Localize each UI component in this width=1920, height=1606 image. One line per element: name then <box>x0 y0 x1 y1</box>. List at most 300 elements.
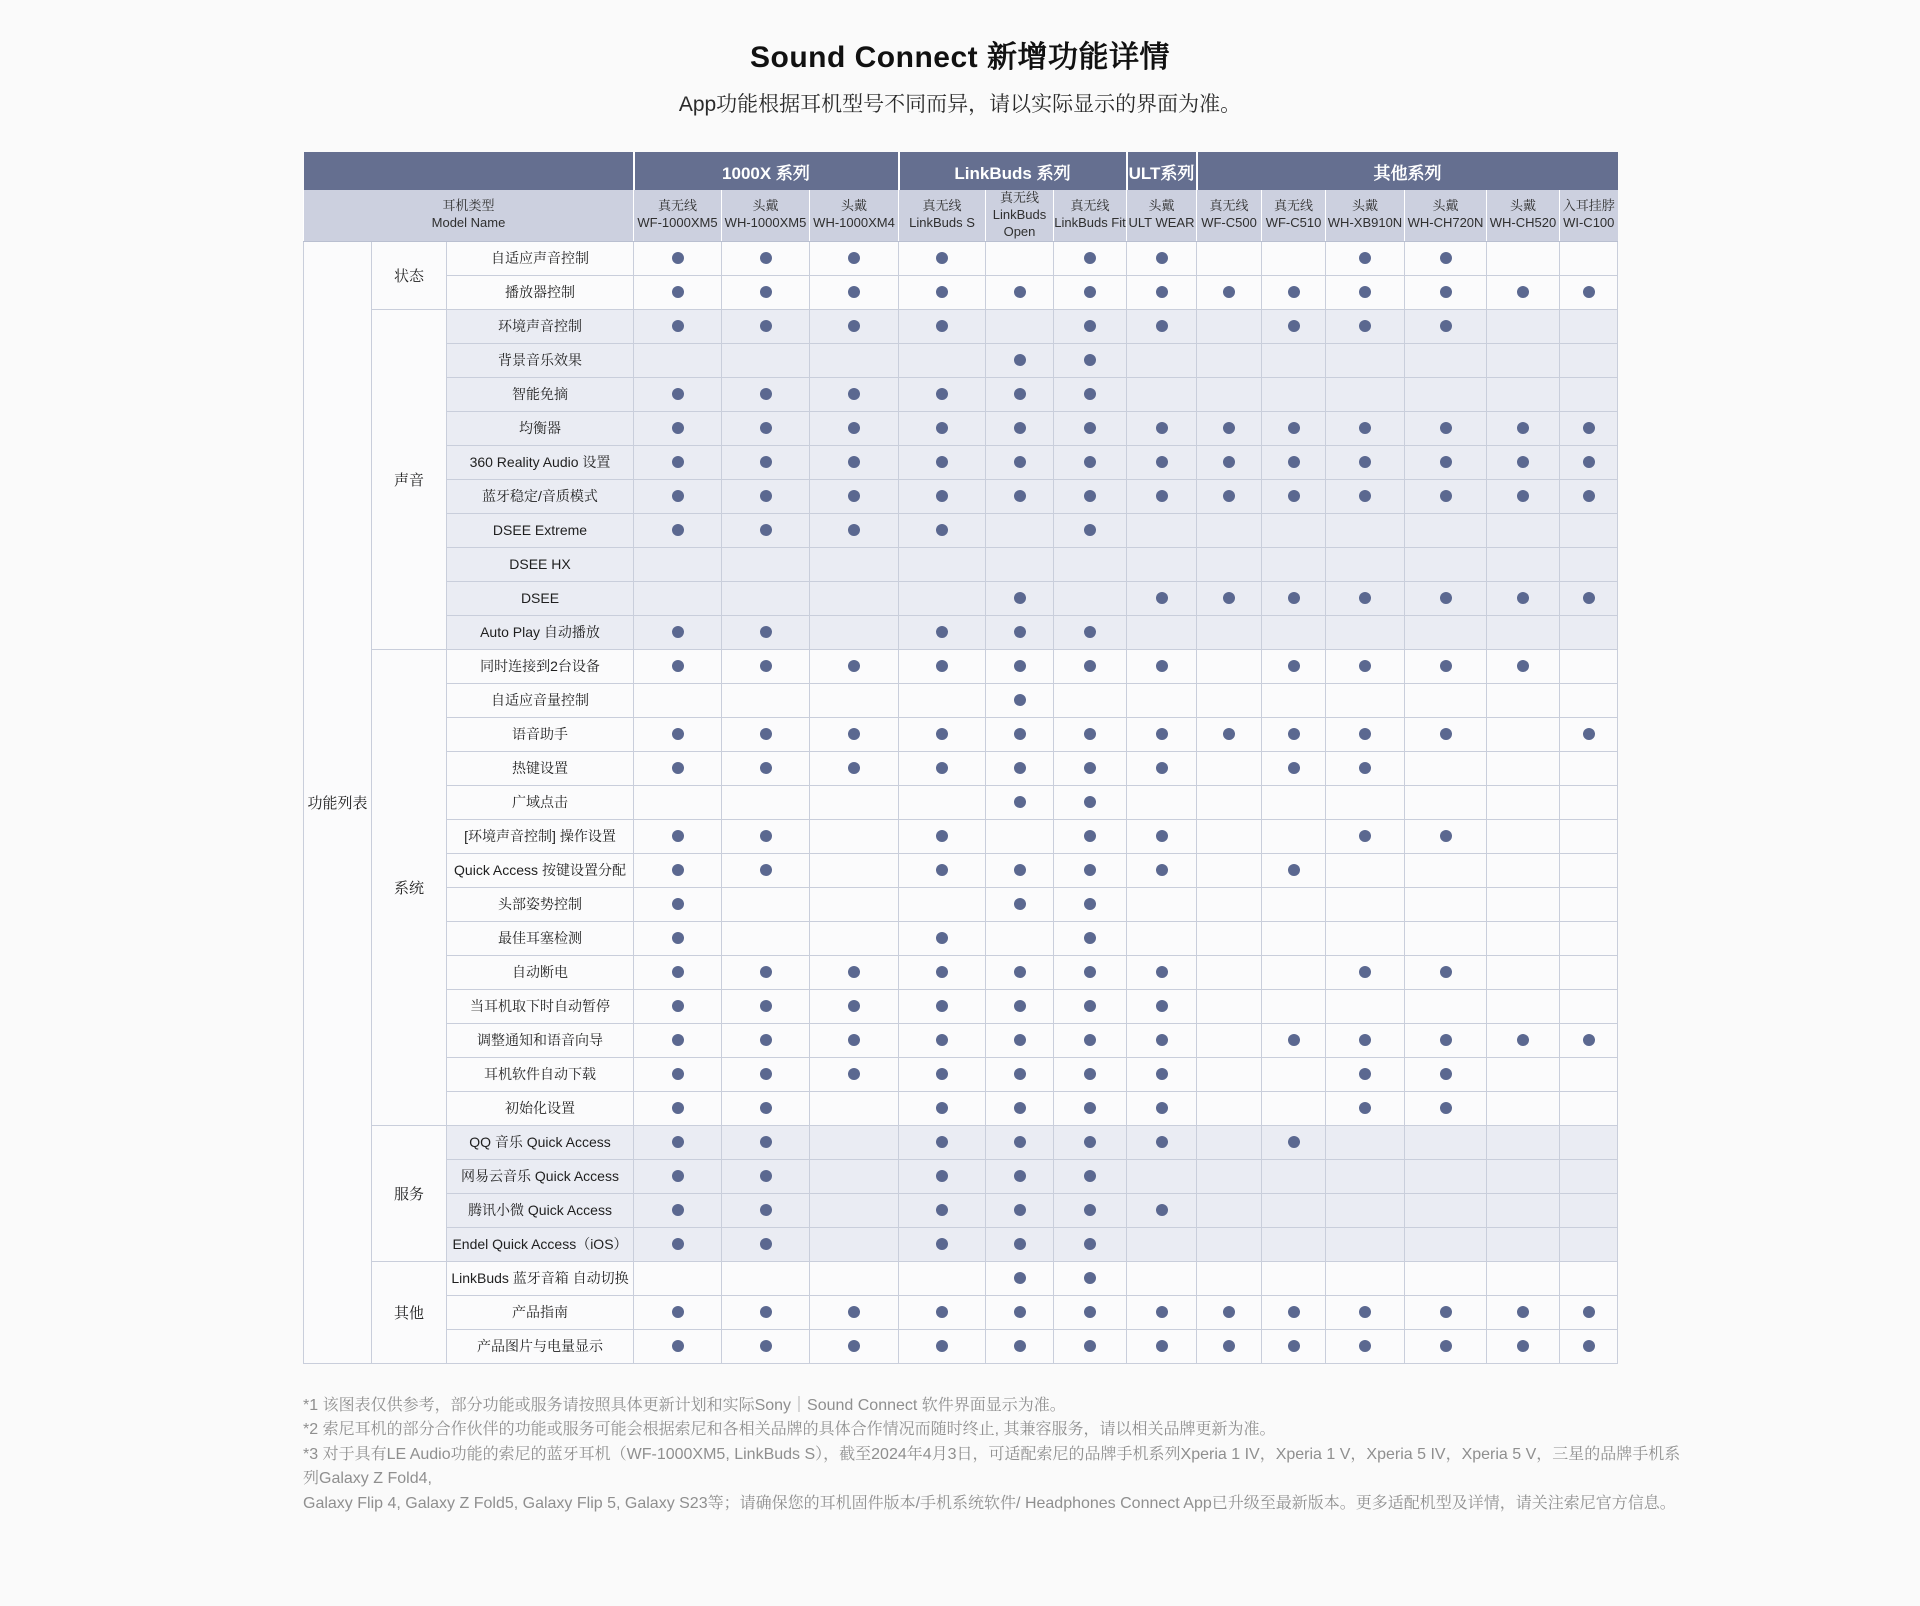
model-type: 真无线 <box>657 198 697 214</box>
supported-dot-icon <box>672 626 684 638</box>
supported-dot-icon <box>1156 728 1168 740</box>
feature-support-cell <box>1197 241 1262 275</box>
feature-support-cell <box>899 547 986 581</box>
supported-dot-icon <box>1440 1034 1452 1046</box>
supported-dot-icon <box>1014 1238 1026 1250</box>
feature-support-cell <box>810 309 899 343</box>
supported-dot-icon <box>1156 830 1168 842</box>
feature-support-cell <box>1487 1125 1560 1159</box>
supported-dot-icon <box>936 1170 948 1182</box>
feature-label: 自适应声音控制 <box>447 241 634 275</box>
feature-support-cell <box>634 819 722 853</box>
supported-dot-icon <box>936 1238 948 1250</box>
feature-support-cell <box>634 887 722 921</box>
feature-support-cell <box>1405 785 1487 819</box>
supported-dot-icon <box>1440 660 1452 672</box>
feature-support-cell <box>986 853 1054 887</box>
supported-dot-icon <box>936 1136 948 1148</box>
feature-support-cell <box>1487 343 1560 377</box>
feature-support-cell <box>1487 853 1560 887</box>
supported-dot-icon <box>1440 830 1452 842</box>
supported-dot-icon <box>936 1204 948 1216</box>
feature-support-cell <box>722 683 810 717</box>
feature-support-cell <box>1197 513 1262 547</box>
feature-support-cell <box>986 955 1054 989</box>
supported-dot-icon <box>1223 456 1235 468</box>
feature-support-cell <box>1405 513 1487 547</box>
feature-support-cell <box>1262 581 1326 615</box>
supported-dot-icon <box>1014 286 1026 298</box>
feature-support-cell <box>1262 1023 1326 1057</box>
feature-support-cell <box>722 887 810 921</box>
feature-support-cell <box>722 615 810 649</box>
page-title: Sound Connect 新增功能详情 <box>750 41 1170 74</box>
supported-dot-icon <box>1288 456 1300 468</box>
feature-support-cell <box>1262 1261 1326 1295</box>
supported-dot-icon <box>672 1170 684 1182</box>
supported-dot-icon <box>1156 490 1168 502</box>
feature-support-cell <box>634 853 722 887</box>
series-group-header: ULT系列 <box>1127 152 1197 190</box>
feature-support-cell <box>722 1227 810 1261</box>
feature-label: 同时连接到2台设备 <box>447 649 634 683</box>
feature-support-cell <box>1262 615 1326 649</box>
model-type: 头戴 <box>752 198 779 214</box>
supported-dot-icon <box>1288 286 1300 298</box>
feature-support-cell <box>899 241 986 275</box>
feature-support-cell <box>1054 309 1127 343</box>
supported-dot-icon <box>936 320 948 332</box>
supported-dot-icon <box>936 286 948 298</box>
model-type: 入耳挂脖 <box>1562 198 1615 214</box>
feature-support-cell <box>1487 547 1560 581</box>
feature-support-cell <box>986 1295 1054 1329</box>
feature-label: 蓝牙稳定/音质模式 <box>447 479 634 513</box>
supported-dot-icon <box>1359 252 1371 264</box>
feature-support-cell <box>899 751 986 785</box>
feature-support-cell <box>1405 1023 1487 1057</box>
feature-support-cell <box>986 921 1054 955</box>
supported-dot-icon <box>1156 660 1168 672</box>
feature-support-cell <box>1054 819 1127 853</box>
feature-support-cell <box>1127 717 1197 751</box>
feature-label: DSEE <box>447 581 634 615</box>
feature-support-cell <box>1197 275 1262 309</box>
feature-support-cell <box>810 717 899 751</box>
feature-support-cell <box>634 1329 722 1363</box>
supported-dot-icon <box>936 490 948 502</box>
feature-label: Quick Access 按键设置分配 <box>447 853 634 887</box>
feature-support-cell <box>899 1329 986 1363</box>
feature-support-cell <box>1127 275 1197 309</box>
feature-support-cell <box>1405 887 1487 921</box>
feature-support-cell <box>1054 343 1127 377</box>
feature-label: 语音助手 <box>447 717 634 751</box>
supported-dot-icon <box>936 626 948 638</box>
feature-support-cell <box>1487 377 1560 411</box>
feature-support-cell <box>1127 1125 1197 1159</box>
supported-dot-icon <box>760 252 772 264</box>
supported-dot-icon <box>1014 456 1026 468</box>
supported-dot-icon <box>1223 1306 1235 1318</box>
feature-support-cell <box>1326 785 1405 819</box>
feature-support-cell <box>810 1159 899 1193</box>
feature-support-cell <box>1405 241 1487 275</box>
feature-support-cell <box>810 1091 899 1125</box>
feature-support-cell <box>1326 887 1405 921</box>
supported-dot-icon <box>1014 1068 1026 1080</box>
supported-dot-icon <box>1288 728 1300 740</box>
supported-dot-icon <box>1084 1034 1096 1046</box>
feature-support-cell <box>722 989 810 1023</box>
supported-dot-icon <box>1156 1306 1168 1318</box>
feature-support-cell <box>1197 921 1262 955</box>
model-type: 头戴 <box>840 198 867 214</box>
feature-support-cell <box>1560 989 1618 1023</box>
feature-support-cell <box>1560 275 1618 309</box>
feature-support-cell <box>1405 411 1487 445</box>
feature-support-cell <box>986 479 1054 513</box>
feature-support-cell <box>1054 1295 1127 1329</box>
supported-dot-icon <box>1156 1340 1168 1352</box>
model-name: ULT WEAR <box>1128 215 1195 231</box>
feature-support-cell <box>722 785 810 819</box>
supported-dot-icon <box>1014 1102 1026 1114</box>
feature-support-cell <box>1054 1329 1127 1363</box>
feature-support-cell <box>1487 1193 1560 1227</box>
supported-dot-icon <box>1084 1170 1096 1182</box>
feature-support-cell <box>1560 1091 1618 1125</box>
feature-support-cell <box>634 1227 722 1261</box>
feature-support-cell <box>1405 377 1487 411</box>
feature-support-cell <box>1560 241 1618 275</box>
feature-label: 最佳耳塞检测 <box>447 921 634 955</box>
supported-dot-icon <box>1156 252 1168 264</box>
supported-dot-icon <box>1359 592 1371 604</box>
feature-support-cell <box>1054 479 1127 513</box>
model-column-header <box>634 190 722 241</box>
feature-support-cell <box>810 853 899 887</box>
feature-support-cell <box>1560 309 1618 343</box>
supported-dot-icon <box>1223 1340 1235 1352</box>
feature-label: 环境声音控制 <box>447 309 634 343</box>
model-column-header <box>722 190 810 241</box>
feature-support-cell <box>1197 1261 1262 1295</box>
feature-support-cell <box>810 581 899 615</box>
series-group-header: 1000X 系列 <box>634 152 899 190</box>
feature-support-cell <box>986 581 1054 615</box>
feature-support-cell <box>1262 819 1326 853</box>
supported-dot-icon <box>1156 456 1168 468</box>
supported-dot-icon <box>760 1170 772 1182</box>
feature-support-cell <box>810 479 899 513</box>
feature-support-cell <box>1326 1159 1405 1193</box>
feature-support-cell <box>899 479 986 513</box>
feature-support-cell <box>634 989 722 1023</box>
feature-support-cell <box>1326 1023 1405 1057</box>
supported-dot-icon <box>672 1102 684 1114</box>
feature-label: 智能免摘 <box>447 377 634 411</box>
feature-support-cell <box>810 275 899 309</box>
supported-dot-icon <box>936 1068 948 1080</box>
supported-dot-icon <box>1084 898 1096 910</box>
feature-support-cell <box>722 955 810 989</box>
feature-label: [环境声音控制] 操作设置 <box>447 819 634 853</box>
feature-support-cell <box>1262 1057 1326 1091</box>
supported-dot-icon <box>1288 762 1300 774</box>
supported-dot-icon <box>1583 1034 1595 1046</box>
feature-support-cell <box>1487 683 1560 717</box>
supported-dot-icon <box>760 762 772 774</box>
supported-dot-icon <box>1223 490 1235 502</box>
supported-dot-icon <box>848 286 860 298</box>
supported-dot-icon <box>672 1068 684 1080</box>
supported-dot-icon <box>1359 490 1371 502</box>
supported-dot-icon <box>1359 320 1371 332</box>
series-group-header: 其他系列 <box>1197 152 1618 190</box>
feature-support-cell <box>986 547 1054 581</box>
supported-dot-icon <box>1517 286 1529 298</box>
feature-support-cell <box>1560 921 1618 955</box>
feature-support-cell <box>1262 955 1326 989</box>
feature-support-cell <box>810 547 899 581</box>
feature-support-cell <box>1127 751 1197 785</box>
supported-dot-icon <box>848 728 860 740</box>
feature-label: 自适应音量控制 <box>447 683 634 717</box>
feature-support-cell <box>1054 581 1127 615</box>
feature-support-cell <box>1487 785 1560 819</box>
feature-support-cell <box>899 581 986 615</box>
feature-support-cell <box>1197 581 1262 615</box>
feature-support-cell <box>899 1261 986 1295</box>
feature-support-cell <box>810 1057 899 1091</box>
feature-support-cell <box>1197 309 1262 343</box>
feature-support-cell <box>810 887 899 921</box>
feature-support-cell <box>634 411 722 445</box>
feature-support-cell <box>722 921 810 955</box>
supported-dot-icon <box>1440 728 1452 740</box>
supported-dot-icon <box>672 456 684 468</box>
feature-support-cell <box>986 343 1054 377</box>
supported-dot-icon <box>1583 592 1595 604</box>
feature-support-cell <box>634 275 722 309</box>
feature-support-cell <box>1405 445 1487 479</box>
feature-group-label: 其他 <box>372 1261 447 1363</box>
feature-support-cell <box>1197 1193 1262 1227</box>
supported-dot-icon <box>1156 320 1168 332</box>
feature-support-cell <box>1262 479 1326 513</box>
supported-dot-icon <box>1014 490 1026 502</box>
supported-dot-icon <box>760 1204 772 1216</box>
feature-support-cell <box>634 955 722 989</box>
feature-support-cell <box>634 309 722 343</box>
feature-support-cell <box>1054 1261 1127 1295</box>
feature-support-cell <box>1197 1295 1262 1329</box>
feature-support-cell <box>986 275 1054 309</box>
supported-dot-icon <box>1084 932 1096 944</box>
feature-support-cell <box>1054 853 1127 887</box>
supported-dot-icon <box>760 1306 772 1318</box>
supported-dot-icon <box>848 422 860 434</box>
supported-dot-icon <box>1014 1340 1026 1352</box>
model-column-header <box>1487 190 1560 241</box>
feature-support-cell <box>1560 1057 1618 1091</box>
feature-support-cell <box>1487 1057 1560 1091</box>
feature-support-cell <box>1127 615 1197 649</box>
feature-support-cell <box>986 1193 1054 1227</box>
feature-support-cell <box>722 1295 810 1329</box>
feature-support-cell <box>722 1329 810 1363</box>
feature-support-cell <box>1127 1057 1197 1091</box>
feature-list-header: 功能列表 <box>304 241 372 1363</box>
supported-dot-icon <box>1084 796 1096 808</box>
supported-dot-icon <box>1084 286 1096 298</box>
feature-support-cell <box>986 1023 1054 1057</box>
supported-dot-icon <box>1440 592 1452 604</box>
feature-support-cell <box>1054 445 1127 479</box>
feature-support-cell <box>1197 853 1262 887</box>
feature-support-cell <box>1560 547 1618 581</box>
feature-support-cell <box>1326 1329 1405 1363</box>
feature-support-cell <box>1197 615 1262 649</box>
feature-comparison-table <box>303 152 1618 1364</box>
supported-dot-icon <box>672 1340 684 1352</box>
supported-dot-icon <box>1440 456 1452 468</box>
feature-support-cell <box>1487 581 1560 615</box>
supported-dot-icon <box>672 898 684 910</box>
supported-dot-icon <box>1288 592 1300 604</box>
feature-support-cell <box>986 411 1054 445</box>
feature-support-cell <box>1262 241 1326 275</box>
supported-dot-icon <box>1014 1034 1026 1046</box>
feature-label: 初始化设置 <box>447 1091 634 1125</box>
supported-dot-icon <box>1359 762 1371 774</box>
feature-support-cell <box>634 377 722 411</box>
feature-label: 产品图片与电量显示 <box>447 1329 634 1363</box>
model-type: 头戴 <box>1148 198 1175 214</box>
feature-support-cell <box>1405 275 1487 309</box>
supported-dot-icon <box>760 1136 772 1148</box>
feature-support-cell <box>899 1193 986 1227</box>
model-name: WF-C510 <box>1265 215 1322 231</box>
feature-support-cell <box>1197 819 1262 853</box>
feature-support-cell <box>1262 513 1326 547</box>
model-type-label: 耳机类型 <box>442 198 495 214</box>
supported-dot-icon <box>760 524 772 536</box>
feature-support-cell <box>722 411 810 445</box>
supported-dot-icon <box>1359 1102 1371 1114</box>
model-column-header <box>1405 190 1487 241</box>
model-name-label: Model Name <box>431 215 506 231</box>
feature-support-cell <box>722 1091 810 1125</box>
feature-support-cell <box>1560 445 1618 479</box>
supported-dot-icon <box>760 1340 772 1352</box>
feature-label: Endel Quick Access（iOS） <box>447 1227 634 1261</box>
supported-dot-icon <box>1359 830 1371 842</box>
feature-support-cell <box>1405 955 1487 989</box>
model-name: WH-CH720N <box>1407 215 1484 231</box>
supported-dot-icon <box>1440 1102 1452 1114</box>
feature-support-cell <box>1560 717 1618 751</box>
feature-support-cell <box>810 785 899 819</box>
feature-support-cell <box>1054 751 1127 785</box>
feature-support-cell <box>722 1159 810 1193</box>
supported-dot-icon <box>1583 728 1595 740</box>
feature-support-cell <box>1262 1227 1326 1261</box>
feature-label: 调整通知和语音向导 <box>447 1023 634 1057</box>
supported-dot-icon <box>1084 762 1096 774</box>
model-name: WF-C500 <box>1201 215 1257 231</box>
feature-support-cell <box>1054 1057 1127 1091</box>
model-type: 真无线 <box>1070 198 1110 214</box>
feature-support-cell <box>1487 1295 1560 1329</box>
supported-dot-icon <box>1359 1068 1371 1080</box>
feature-support-cell <box>1127 989 1197 1023</box>
feature-support-cell <box>1054 989 1127 1023</box>
supported-dot-icon <box>1288 320 1300 332</box>
feature-support-cell <box>1326 1091 1405 1125</box>
supported-dot-icon <box>1084 1204 1096 1216</box>
feature-support-cell <box>986 309 1054 343</box>
feature-support-cell <box>1127 343 1197 377</box>
feature-support-cell <box>1487 955 1560 989</box>
feature-support-cell <box>899 717 986 751</box>
feature-support-cell <box>722 445 810 479</box>
feature-support-cell <box>1197 445 1262 479</box>
supported-dot-icon <box>1084 626 1096 638</box>
feature-support-cell <box>1405 581 1487 615</box>
supported-dot-icon <box>672 864 684 876</box>
feature-support-cell <box>1560 1329 1618 1363</box>
feature-support-cell <box>899 683 986 717</box>
feature-support-cell <box>1326 1125 1405 1159</box>
supported-dot-icon <box>760 1238 772 1250</box>
supported-dot-icon <box>760 728 772 740</box>
feature-support-cell <box>1326 853 1405 887</box>
supported-dot-icon <box>1440 286 1452 298</box>
feature-support-cell <box>634 1125 722 1159</box>
supported-dot-icon <box>1014 898 1026 910</box>
feature-support-cell <box>810 1125 899 1159</box>
feature-support-cell <box>1054 717 1127 751</box>
supported-dot-icon <box>936 422 948 434</box>
feature-support-cell <box>899 887 986 921</box>
feature-label: QQ 音乐 Quick Access <box>447 1125 634 1159</box>
feature-support-cell <box>1054 547 1127 581</box>
supported-dot-icon <box>1156 1102 1168 1114</box>
feature-support-cell <box>1326 309 1405 343</box>
supported-dot-icon <box>672 1238 684 1250</box>
feature-support-cell <box>1054 1125 1127 1159</box>
feature-support-cell <box>1127 445 1197 479</box>
feature-support-cell <box>1262 1295 1326 1329</box>
feature-support-cell <box>986 1227 1054 1261</box>
supported-dot-icon <box>1156 422 1168 434</box>
feature-support-cell <box>810 1193 899 1227</box>
supported-dot-icon <box>1014 626 1026 638</box>
feature-support-cell <box>986 989 1054 1023</box>
supported-dot-icon <box>1084 830 1096 842</box>
supported-dot-icon <box>1359 1340 1371 1352</box>
supported-dot-icon <box>936 252 948 264</box>
feature-support-cell <box>899 411 986 445</box>
feature-support-cell <box>1054 411 1127 445</box>
model-name: LinkBuds S <box>909 215 975 231</box>
feature-support-cell <box>1054 1023 1127 1057</box>
supported-dot-icon <box>1014 1306 1026 1318</box>
supported-dot-icon <box>1084 320 1096 332</box>
feature-support-cell <box>1127 547 1197 581</box>
